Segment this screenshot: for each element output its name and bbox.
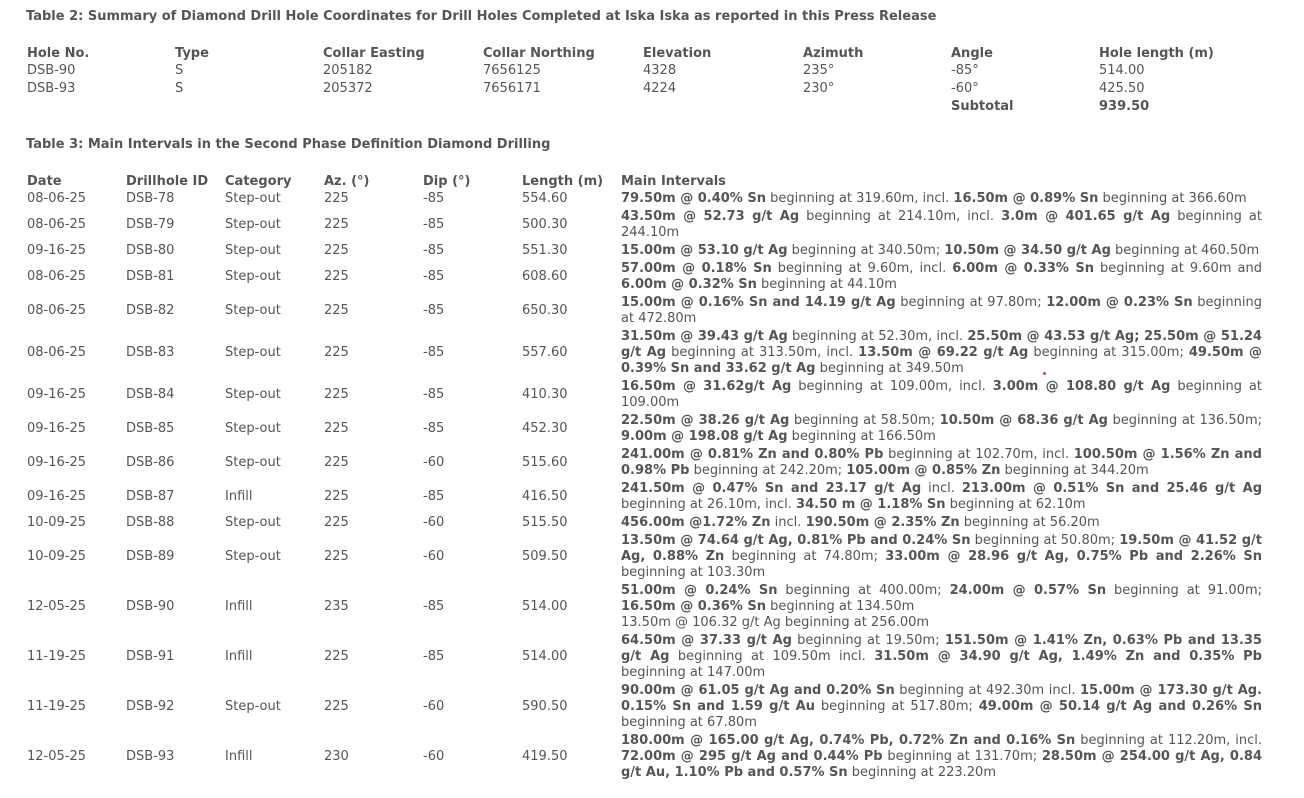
interval-text: beginning at 58.50m; xyxy=(789,413,940,428)
cell-main-intervals xyxy=(620,190,1262,208)
cell-category: Step-out xyxy=(225,303,281,318)
cell-category: Step-out xyxy=(225,269,281,284)
table-row xyxy=(26,80,1266,98)
cell-azimuth: 230 xyxy=(324,749,349,764)
table-row xyxy=(26,208,1262,242)
cell-length: 554.60 xyxy=(522,191,568,206)
cell-dip: -85 xyxy=(423,243,445,258)
table-row xyxy=(26,242,1262,260)
interval-highlight: 16.50m @ 31.62g/t Ag xyxy=(621,379,792,394)
cell-date: 12-05-25 xyxy=(27,749,87,764)
interval-highlight: 213.00m @ 0.51% Sn and 25.46 g/t Ag xyxy=(961,481,1262,496)
interval-text: beginning at 131.70m; xyxy=(882,749,1042,764)
interval-highlight: 15.00m @ 173.30 g/t Ag. 0.15% Sn and 1.59 g/t Au xyxy=(621,683,1262,714)
interval-highlight: 34.50 m @ 1.18% Sn xyxy=(796,497,946,512)
interval-highlight: 6.00m @ 0.33% Sn xyxy=(952,261,1094,276)
cell-category: Step-out xyxy=(225,217,281,232)
interval-text: beginning at 517.80m; xyxy=(815,699,979,714)
cell-hole-no: DSB-90 xyxy=(27,63,76,78)
cell-elevation: 4224 xyxy=(643,81,677,96)
interval-text: beginning at 340.50m; xyxy=(787,243,945,258)
interval-highlight: 57.00m @ 0.18% Sn xyxy=(621,261,772,276)
interval-highlight: 49.00m @ 50.14 g/t Ag and 0.26% Sn xyxy=(978,699,1263,714)
header-azimuth: Az. (°) xyxy=(324,174,370,189)
interval-text: beginning at 52.30m, incl. xyxy=(787,329,968,344)
interval-text: beginning at 112.20m, incl. xyxy=(1075,733,1262,748)
header-type: Type xyxy=(175,46,209,61)
header-hole-no: Hole No. xyxy=(27,46,90,61)
interval-highlight: 15.00m @ 0.16% Sn and 14.19 g/t Ag xyxy=(621,295,896,310)
cell-date: 09-16-25 xyxy=(27,421,87,436)
table-row xyxy=(26,514,1262,532)
interval-text: beginning at 400.00m; xyxy=(777,583,950,598)
cell-drillhole-id: DSB-84 xyxy=(126,387,175,402)
cell-category: Infill xyxy=(225,749,253,764)
interval-text: beginning at 349.50m xyxy=(815,361,964,376)
table-row xyxy=(26,532,1262,582)
header-drillhole-id: Drillhole ID xyxy=(126,174,209,189)
interval-highlight: 72.00m @ 295 g/t Ag and 0.44% Pb xyxy=(621,749,883,764)
cell-dip: -85 xyxy=(423,421,445,436)
cell-dip: -60 xyxy=(423,455,445,470)
interval-highlight: 16.50m @ 0.89% Sn xyxy=(953,191,1099,206)
interval-highlight: 100.50m @ 1.56% Zn and 0.98% Pb xyxy=(621,447,1262,478)
cell-date: 10-09-25 xyxy=(27,515,87,530)
table-row xyxy=(26,62,1266,80)
cell-main-intervals xyxy=(620,446,1262,480)
cell-collar-easting: 205372 xyxy=(323,81,373,96)
cell-azimuth: 225 xyxy=(324,303,349,318)
cell-dip: -85 xyxy=(423,489,445,504)
cell-date: 10-09-25 xyxy=(27,549,87,564)
interval-highlight: 13.50m @ 74.64 g/t Ag, 0.81% Pb and 0.24% Sn xyxy=(621,533,971,548)
interval-text: beginning at 472.80m xyxy=(621,295,1262,326)
interval-highlight: 43.50m @ 52.73 g/t Ag xyxy=(621,209,800,224)
cell-length: 509.50 xyxy=(522,549,568,564)
cell-dip: -85 xyxy=(423,649,445,664)
interval-text: beginning at 50.80m; xyxy=(970,533,1120,548)
drill-hole-coordinates-table xyxy=(26,45,1266,116)
stray-red-dot xyxy=(1043,372,1046,375)
interval-highlight: 190.50m @ 2.35% Zn xyxy=(805,515,960,530)
cell-azimuth: 225 xyxy=(324,489,349,504)
cell-main-intervals xyxy=(620,294,1262,328)
cell-category: Step-out xyxy=(225,455,281,470)
interval-text: incl. xyxy=(921,481,962,496)
cell-drillhole-id: DSB-90 xyxy=(126,599,175,614)
interval-text: beginning at 26.10m, incl. xyxy=(621,497,797,512)
cell-date: 12-05-25 xyxy=(27,599,87,614)
cell-hole-length: 425.50 xyxy=(1099,81,1145,96)
table2-header-row xyxy=(26,45,1266,62)
interval-highlight: 49.50m @ 0.39% Sn and 33.62 g/t Ag xyxy=(621,345,1263,376)
table3-header-row xyxy=(26,173,1262,190)
interval-text: beginning at 136.50m; xyxy=(1107,413,1262,428)
header-collar-easting: Collar Easting xyxy=(323,46,425,61)
cell-category: Step-out xyxy=(225,699,281,714)
cell-length: 452.30 xyxy=(522,421,568,436)
interval-highlight: 90.00m @ 61.05 g/t Ag and 0.20% Sn xyxy=(621,683,895,698)
interval-text: beginning at 9.60m, incl. xyxy=(771,261,953,276)
cell-azimuth: 235 xyxy=(324,599,349,614)
interval-highlight: 3.0m @ 401.65 g/t Ag xyxy=(1001,209,1171,224)
cell-drillhole-id: DSB-83 xyxy=(126,345,175,360)
cell-dip: -60 xyxy=(423,549,445,564)
interval-text: beginning at 103.30m xyxy=(621,565,766,580)
cell-dip: -85 xyxy=(423,269,445,284)
cell-dip: -85 xyxy=(423,191,445,206)
cell-drillhole-id: DSB-82 xyxy=(126,303,175,318)
cell-category: Step-out xyxy=(225,515,281,530)
table-row xyxy=(26,294,1262,328)
interval-text: beginning at 56.20m xyxy=(959,515,1100,530)
table-row xyxy=(26,412,1262,446)
cell-length: 514.00 xyxy=(522,599,568,614)
interval-text: beginning at 166.50m xyxy=(787,429,936,444)
interval-highlight: 10.50m @ 68.36 g/t Ag xyxy=(939,413,1108,428)
interval-highlight: 10.50m @ 34.50 g/t Ag xyxy=(944,243,1111,258)
cell-azimuth: 225 xyxy=(324,515,349,530)
interval-text: beginning at 244.10m xyxy=(621,209,1262,240)
cell-drillhole-id: DSB-89 xyxy=(126,549,175,564)
interval-text: beginning at 315.00m; xyxy=(1028,345,1189,360)
cell-azimuth: 225 xyxy=(324,699,349,714)
cell-drillhole-id: DSB-85 xyxy=(126,421,175,436)
interval-highlight: 3.00m @ 108.80 g/t Ag xyxy=(992,379,1171,394)
cell-main-intervals xyxy=(620,328,1262,378)
interval-text: beginning at 62.10m xyxy=(945,497,1086,512)
cell-main-intervals xyxy=(620,532,1262,582)
cell-length: 515.60 xyxy=(522,455,568,470)
header-collar-northing: Collar Northing xyxy=(483,46,595,61)
cell-category: Infill xyxy=(225,599,253,614)
cell-main-intervals xyxy=(620,632,1262,682)
interval-highlight: 241.00m @ 0.81% Zn and 0.80% Pb xyxy=(621,447,884,462)
cell-date: 09-16-25 xyxy=(27,243,87,258)
cell-date: 08-06-25 xyxy=(27,217,87,232)
cell-azimuth: 235° xyxy=(803,63,835,78)
interval-highlight: 79.50m @ 0.40% Sn xyxy=(621,191,766,206)
cell-date: 09-16-25 xyxy=(27,489,87,504)
cell-main-intervals xyxy=(620,480,1262,514)
table3-title: Table 3: Main Intervals in the Second Phase Definition Diamond Drilling xyxy=(26,137,551,152)
header-dip: Dip (°) xyxy=(423,174,471,189)
cell-date: 09-16-25 xyxy=(27,455,87,470)
cell-dip: -60 xyxy=(423,515,445,530)
cell-date: 09-16-25 xyxy=(27,387,87,402)
interval-text: beginning at 344.20m xyxy=(1000,463,1149,478)
subtotal-row xyxy=(26,98,1266,116)
interval-highlight: 33.00m @ 28.96 g/t Ag, 0.75% Pb and 2.26% Sn xyxy=(885,549,1262,564)
cell-main-intervals xyxy=(620,582,1262,632)
interval-highlight: 15.00m @ 53.10 g/t Ag xyxy=(621,243,788,258)
table-row xyxy=(26,632,1262,682)
cell-date: 08-06-25 xyxy=(27,191,87,206)
interval-text: beginning at 214.10m, incl. xyxy=(799,209,1002,224)
table-row xyxy=(26,732,1262,782)
cell-main-intervals xyxy=(620,260,1262,294)
cell-category: Step-out xyxy=(225,345,281,360)
cell-length: 410.30 xyxy=(522,387,568,402)
cell-dip: -85 xyxy=(423,599,445,614)
interval-text: beginning at 74.80m; xyxy=(724,549,886,564)
interval-highlight: 456.00m @1.72% Zn xyxy=(621,515,771,530)
interval-highlight: 51.00m @ 0.24% Sn xyxy=(621,583,778,598)
interval-text: beginning at 492.30m incl. xyxy=(894,683,1080,698)
cell-drillhole-id: DSB-78 xyxy=(126,191,175,206)
cell-collar-northing: 7656171 xyxy=(483,81,541,96)
interval-highlight: 12.00m @ 0.23% Sn xyxy=(1046,295,1193,310)
table-row xyxy=(26,378,1262,412)
header-length: Length (m) xyxy=(522,174,604,189)
interval-highlight: 241.50m @ 0.47% Sn and 23.17 g/t Ag xyxy=(621,481,922,496)
interval-text: beginning at 147.00m xyxy=(621,665,766,680)
cell-dip: -85 xyxy=(423,387,445,402)
cell-length: 500.30 xyxy=(522,217,568,232)
cell-azimuth: 225 xyxy=(324,649,349,664)
interval-text: beginning at 9.60m and xyxy=(1093,261,1262,276)
interval-text: beginning at 91.00m; xyxy=(1106,583,1263,598)
cell-main-intervals xyxy=(620,378,1262,412)
interval-highlight: 64.50m @ 37.33 g/t Ag xyxy=(621,633,792,648)
cell-length: 515.50 xyxy=(522,515,568,530)
header-category: Category xyxy=(225,174,292,189)
interval-text: beginning at 460.50m xyxy=(1110,243,1260,258)
interval-highlight: 105.00m @ 0.85% Zn xyxy=(846,463,1001,478)
interval-highlight: 6.00m @ 0.32% Sn xyxy=(621,277,757,292)
interval-text: beginning at 109.00m xyxy=(621,379,1262,410)
interval-highlight: 19.50m @ 41.52 g/t Ag, 0.88% Zn xyxy=(621,533,1262,564)
cell-length: 650.30 xyxy=(522,303,568,318)
cell-drillhole-id: DSB-79 xyxy=(126,217,175,232)
cell-main-intervals xyxy=(620,242,1262,260)
interval-highlight: 31.50m @ 39.43 g/t Ag xyxy=(621,329,788,344)
cell-drillhole-id: DSB-92 xyxy=(126,699,175,714)
interval-text: beginning at 134.50m xyxy=(765,599,915,614)
cell-date: 11-19-25 xyxy=(27,649,87,664)
cell-elevation: 4328 xyxy=(643,63,677,78)
interval-text: beginning at 366.60m xyxy=(1098,191,1247,206)
cell-collar-northing: 7656125 xyxy=(483,63,541,78)
cell-azimuth: 225 xyxy=(324,217,349,232)
cell-length: 551.30 xyxy=(522,243,568,258)
cell-hole-length: 514.00 xyxy=(1099,63,1145,78)
interval-text: beginning at 19.50m; xyxy=(791,633,945,648)
cell-length: 557.60 xyxy=(522,345,568,360)
table-row xyxy=(26,190,1262,208)
cell-date: 08-06-25 xyxy=(27,345,87,360)
interval-highlight: 13.50m @ 69.22 g/t Ag xyxy=(858,345,1029,360)
cell-drillhole-id: DSB-87 xyxy=(126,489,175,504)
cell-hole-no: DSB-93 xyxy=(27,81,76,96)
cell-main-intervals xyxy=(620,514,1262,532)
cell-length: 608.60 xyxy=(522,269,568,284)
interval-text: beginning at 44.10m xyxy=(756,277,897,292)
header-azimuth: Azimuth xyxy=(803,46,864,61)
cell-date: 08-06-25 xyxy=(27,269,87,284)
cell-category: Step-out xyxy=(225,421,281,436)
header-date: Date xyxy=(27,174,62,189)
cell-date: 11-19-25 xyxy=(27,699,87,714)
cell-azimuth: 230° xyxy=(803,81,835,96)
interval-text: beginning at 109.50m incl. xyxy=(669,649,875,664)
cell-main-intervals xyxy=(620,208,1262,242)
cell-category: Step-out xyxy=(225,243,281,258)
cell-drillhole-id: DSB-93 xyxy=(126,749,175,764)
cell-dip: -85 xyxy=(423,345,445,360)
table2-title: Table 2: Summary of Diamond Drill Hole Coordinates for Drill Holes Completed at Iska Iska as reported in this Press Release xyxy=(26,9,937,24)
header-elevation: Elevation xyxy=(643,46,712,61)
subtotal-label: Subtotal xyxy=(951,99,1014,114)
cell-main-intervals xyxy=(620,412,1262,446)
cell-length: 590.50 xyxy=(522,699,568,714)
cell-length: 419.50 xyxy=(522,749,568,764)
cell-azimuth: 225 xyxy=(324,191,349,206)
table-row xyxy=(26,582,1262,632)
table-row xyxy=(26,480,1262,514)
interval-highlight: 28.50m @ 254.00 g/t Ag, 0.84 g/t Au, 1.10% Pb and 0.57% Sn xyxy=(621,749,1263,780)
cell-category: Step-out xyxy=(225,549,281,564)
cell-dip: -60 xyxy=(423,749,445,764)
subtotal-value: 939.50 xyxy=(1099,99,1150,114)
cell-date: 08-06-25 xyxy=(27,303,87,318)
interval-highlight: 180.00m @ 165.00 g/t Ag, 0.74% Pb, 0.72% Zn and 0.16% Sn xyxy=(621,733,1076,748)
cell-dip: -85 xyxy=(423,217,445,232)
cell-angle: -85° xyxy=(951,63,979,78)
interval-highlight: 9.00m @ 198.08 g/t Ag xyxy=(621,429,788,444)
cell-category: Infill xyxy=(225,489,253,504)
cell-type: S xyxy=(175,63,184,78)
interval-highlight: 16.50m @ 0.36% Sn xyxy=(621,599,766,614)
cell-azimuth: 225 xyxy=(324,455,349,470)
table-row xyxy=(26,446,1262,480)
cell-azimuth: 225 xyxy=(324,549,349,564)
interval-text: beginning at 313.50m, incl. xyxy=(666,345,859,360)
table-row xyxy=(26,328,1262,378)
header-main-intervals: Main Intervals xyxy=(621,174,726,189)
cell-azimuth: 225 xyxy=(324,345,349,360)
interval-highlight: 31.50m @ 34.90 g/t Ag, 1.49% Zn and 0.35% Pb xyxy=(874,649,1262,664)
cell-drillhole-id: DSB-86 xyxy=(126,455,175,470)
cell-azimuth: 225 xyxy=(324,387,349,402)
cell-length: 416.50 xyxy=(522,489,568,504)
interval-text: beginning at 223.20m xyxy=(847,765,996,780)
main-intervals-table xyxy=(26,173,1262,782)
cell-type: S xyxy=(175,81,184,96)
header-angle: Angle xyxy=(951,46,993,61)
interval-highlight: 24.00m @ 0.57% Sn xyxy=(949,583,1107,598)
interval-highlight: 151.50m @ 1.41% Zn, 0.63% Pb and 13.35 g/t Ag xyxy=(621,633,1262,664)
interval-text: beginning at 97.80m; xyxy=(895,295,1047,310)
interval-text: beginning at 67.80m xyxy=(621,715,757,730)
table-row xyxy=(26,260,1262,294)
cell-length: 514.00 xyxy=(522,649,568,664)
interval-text: 13.50m @ 106.32 g/t Ag beginning at 256.00m xyxy=(621,615,930,630)
header-hole-length: Hole length (m) xyxy=(1099,46,1214,61)
cell-category: Step-out xyxy=(225,191,281,206)
interval-text: beginning at 102.70m, incl. xyxy=(883,447,1074,462)
table-row xyxy=(26,682,1262,732)
cell-drillhole-id: DSB-80 xyxy=(126,243,175,258)
interval-text: beginning at 109.00m, incl. xyxy=(791,379,993,394)
cell-category: Infill xyxy=(225,649,253,664)
interval-highlight: 25.50m @ 43.53 g/t Ag; 25.50m @ 51.24 g/t Ag xyxy=(621,329,1262,360)
cell-azimuth: 225 xyxy=(324,269,349,284)
cell-dip: -60 xyxy=(423,699,445,714)
interval-text: beginning at 319.60m, incl. xyxy=(765,191,954,206)
cell-collar-easting: 205182 xyxy=(323,63,373,78)
cell-main-intervals xyxy=(620,732,1262,782)
cell-azimuth: 225 xyxy=(324,421,349,436)
cell-angle: -60° xyxy=(951,81,979,96)
interval-text: beginning at 242.20m; xyxy=(689,463,847,478)
cell-drillhole-id: DSB-81 xyxy=(126,269,175,284)
cell-azimuth: 225 xyxy=(324,243,349,258)
interval-highlight: 22.50m @ 38.26 g/t Ag xyxy=(621,413,790,428)
cell-drillhole-id: DSB-91 xyxy=(126,649,175,664)
cell-main-intervals xyxy=(620,682,1262,732)
cell-drillhole-id: DSB-88 xyxy=(126,515,175,530)
interval-text: incl. xyxy=(770,515,806,530)
cell-dip: -85 xyxy=(423,303,445,318)
cell-category: Step-out xyxy=(225,387,281,402)
